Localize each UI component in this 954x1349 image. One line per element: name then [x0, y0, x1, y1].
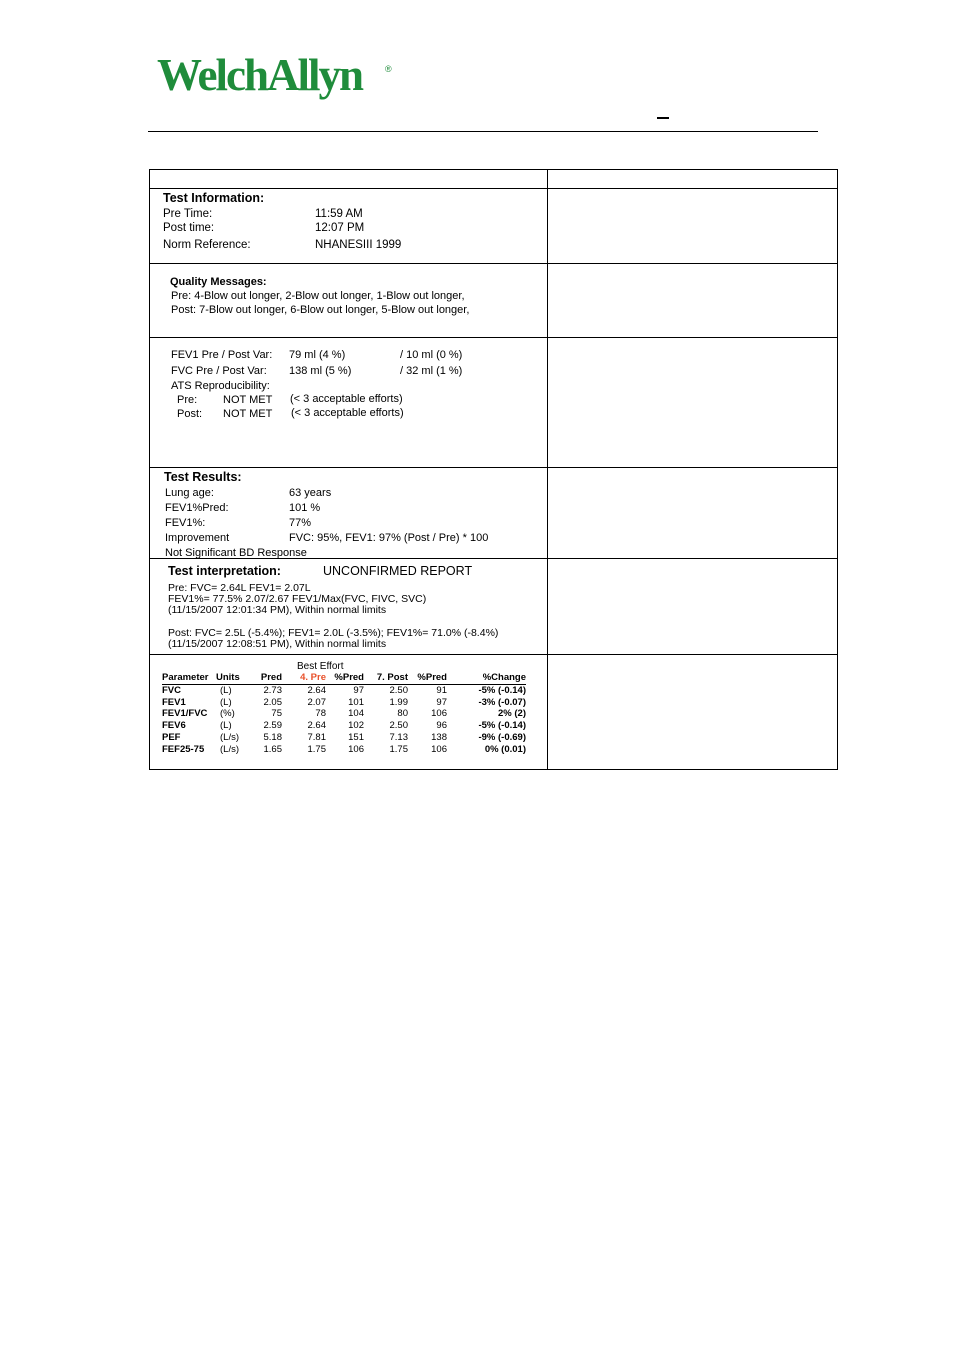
param-pre: 2.64 — [307, 720, 326, 732]
table-row — [162, 684, 526, 696]
param-post-pct: 106 — [431, 743, 447, 755]
param-pred: 5.18 — [263, 731, 282, 743]
table-row — [162, 708, 526, 720]
parameter-table — [162, 672, 526, 756]
col-pre: 4. Pre — [282, 672, 326, 684]
bd-response-note: Not Significant BD Response — [165, 547, 307, 559]
quality-pre: Pre: 4-Blow out longer, 2-Blow out longer, 1-Blow out longer, — [171, 290, 465, 302]
param-name: FVC — [162, 684, 181, 696]
col-parameter: Parameter — [162, 672, 216, 684]
pre-time-label: Pre Time: — [163, 208, 213, 220]
param-post-pct: 106 — [431, 708, 447, 720]
col-units: Units — [216, 672, 246, 684]
row-divider — [150, 263, 837, 264]
fev1-pct-value: 77% — [289, 517, 312, 529]
interp-line-3: (11/15/2007 12:01:34 PM), Within normal limits — [168, 604, 387, 616]
table-row — [162, 697, 526, 709]
col-change: %Change — [447, 672, 526, 684]
section-title: Quality Messages: — [170, 276, 267, 288]
param-name: FEV1/FVC — [162, 708, 208, 720]
row-divider — [150, 188, 837, 189]
param-change: -5% (-0.14) — [478, 684, 526, 696]
norm-reference-label: Norm Reference: — [163, 239, 251, 251]
lung-age-label: Lung age: — [165, 487, 214, 499]
fev1-pct-label: FEV1%: — [165, 517, 206, 529]
param-pred: 75 — [271, 708, 282, 720]
param-post: 2.50 — [389, 684, 408, 696]
col-pred: Pred — [246, 672, 282, 684]
variability-section — [150, 339, 547, 465]
row-divider — [150, 337, 837, 338]
ats-pre-label: Pre: — [177, 394, 198, 406]
right-column-header — [548, 170, 838, 188]
best-effort-label: Best Effort — [297, 661, 344, 672]
param-pred: 2.59 — [263, 720, 282, 732]
param-post-pct: 91 — [436, 684, 447, 696]
ats-pre-note: (< 3 acceptable efforts) — [290, 393, 403, 405]
fev1-pred-value: 101 % — [289, 502, 321, 514]
table-row — [162, 720, 526, 732]
param-name: FEV6 — [162, 720, 186, 732]
param-pre: 2.64 — [307, 684, 326, 696]
col-post: 7. Post — [364, 672, 408, 684]
header-divider — [148, 131, 818, 132]
fev1-var-pre: 79 ml (4 %) — [289, 349, 346, 361]
test-results-section — [150, 469, 547, 557]
param-pre: 78 — [315, 708, 326, 720]
param-change: -9% (-0.69) — [478, 731, 526, 743]
param-pre: 7.81 — [307, 731, 326, 743]
section-title: Test Information: — [163, 191, 265, 205]
param-post: 1.99 — [389, 696, 408, 708]
param-pred: 2.05 — [263, 696, 282, 708]
param-post: 7.13 — [389, 731, 408, 743]
table-header-row — [162, 672, 526, 684]
param-change: -5% (-0.14) — [478, 720, 526, 732]
param-pred: 1.65 — [263, 743, 282, 755]
col-post-pct: %Pred — [408, 672, 447, 684]
section-title: Test Results: — [164, 470, 242, 484]
param-pre: 2.07 — [307, 696, 326, 708]
pre-time-value: 11:59 AM — [315, 208, 363, 220]
param-pre-pct: 106 — [348, 743, 364, 755]
param-units: (L) — [220, 696, 232, 708]
fvc-var-pre: 138 ml (5 %) — [289, 365, 352, 377]
row-divider — [150, 467, 837, 468]
param-post-pct: 97 — [436, 696, 447, 708]
improvement-label: Improvement — [165, 532, 230, 544]
param-pre-pct: 101 — [348, 696, 364, 708]
ats-label: ATS Reproducibility: — [171, 380, 270, 392]
param-units: (L) — [220, 684, 232, 696]
logo-registered-mark: ® — [385, 64, 392, 74]
param-post: 1.75 — [389, 743, 408, 755]
ats-post-label: Post: — [177, 408, 203, 420]
param-name: PEF — [162, 731, 181, 743]
test-information-section — [150, 190, 547, 262]
param-post-pct: 138 — [431, 731, 447, 743]
quality-post: Post: 7-Blow out longer, 6-Blow out longer, 5-Blow out longer, — [171, 304, 470, 316]
param-post: 80 — [397, 708, 408, 720]
ats-post-note: (< 3 acceptable efforts) — [291, 407, 404, 419]
column-divider — [547, 170, 548, 769]
param-change: 0% (0.01) — [484, 743, 526, 755]
ats-post-status: NOT MET — [223, 408, 273, 420]
param-post: 2.50 — [389, 720, 408, 732]
ats-pre-status: NOT MET — [223, 394, 273, 406]
param-units: (L) — [220, 720, 232, 732]
post-time-label: Post time: — [163, 222, 215, 234]
row-divider — [150, 654, 837, 655]
param-pre-pct: 102 — [348, 720, 364, 732]
fvc-var-post: / 32 ml (1 %) — [400, 365, 463, 377]
param-change: 2% (2) — [498, 708, 526, 720]
lung-age-value: 63 years — [289, 487, 332, 499]
param-change: -3% (-0.07) — [478, 696, 526, 708]
report-status: UNCONFIRMED REPORT — [323, 564, 473, 578]
welch-allyn-logo — [157, 52, 397, 110]
fev1-var-label: FEV1 Pre / Post Var: — [171, 349, 273, 361]
param-pred: 2.73 — [263, 684, 282, 696]
param-units: (L/s) — [220, 743, 239, 755]
interp-line-4: Post: FVC= 2.5L (-5.4%); FEV1= 2.0L (-3.5%); FEV1%= 71.0% (-8.4%) — [168, 627, 499, 639]
interpretation-section — [150, 560, 547, 653]
param-pre: 1.75 — [307, 743, 326, 755]
post-time-value: 12:07 PM — [315, 222, 365, 234]
table-row — [162, 744, 526, 756]
quality-messages-section — [150, 265, 547, 335]
interp-line-5: (11/15/2007 12:08:51 PM), Within normal limits — [168, 638, 387, 650]
interp-line-2: FEV1%= 77.5% 2.07/2.67 FEV1/Max(FVC, FIVC, SVC) — [168, 593, 427, 605]
logo-text: WelchAllyn — [157, 52, 363, 100]
param-name: FEF25-75 — [162, 743, 205, 755]
table-row — [162, 732, 526, 744]
param-name: FEV1 — [162, 696, 186, 708]
param-pre-pct: 151 — [348, 731, 364, 743]
param-post-pct: 96 — [436, 720, 447, 732]
col-pre-pct: %Pred — [326, 672, 364, 684]
header-dash — [657, 117, 669, 119]
interp-line-1: Pre: FVC= 2.64L FEV1= 2.07L — [168, 582, 311, 594]
improvement-value: FVC: 95%, FEV1: 97% (Post / Pre) * 100 — [289, 532, 489, 544]
param-units: (%) — [220, 708, 235, 720]
param-pre-pct: 97 — [353, 684, 364, 696]
fvc-var-label: FVC Pre / Post Var: — [171, 365, 267, 377]
fev1-pred-label: FEV1%Pred: — [165, 502, 229, 514]
report-table — [149, 169, 838, 770]
fev1-var-post: / 10 ml (0 %) — [400, 349, 463, 361]
param-pre-pct: 104 — [348, 708, 364, 720]
param-units: (L/s) — [220, 731, 239, 743]
section-title: Test interpretation: — [168, 564, 281, 578]
norm-reference-value: NHANESIII 1999 — [315, 239, 402, 251]
